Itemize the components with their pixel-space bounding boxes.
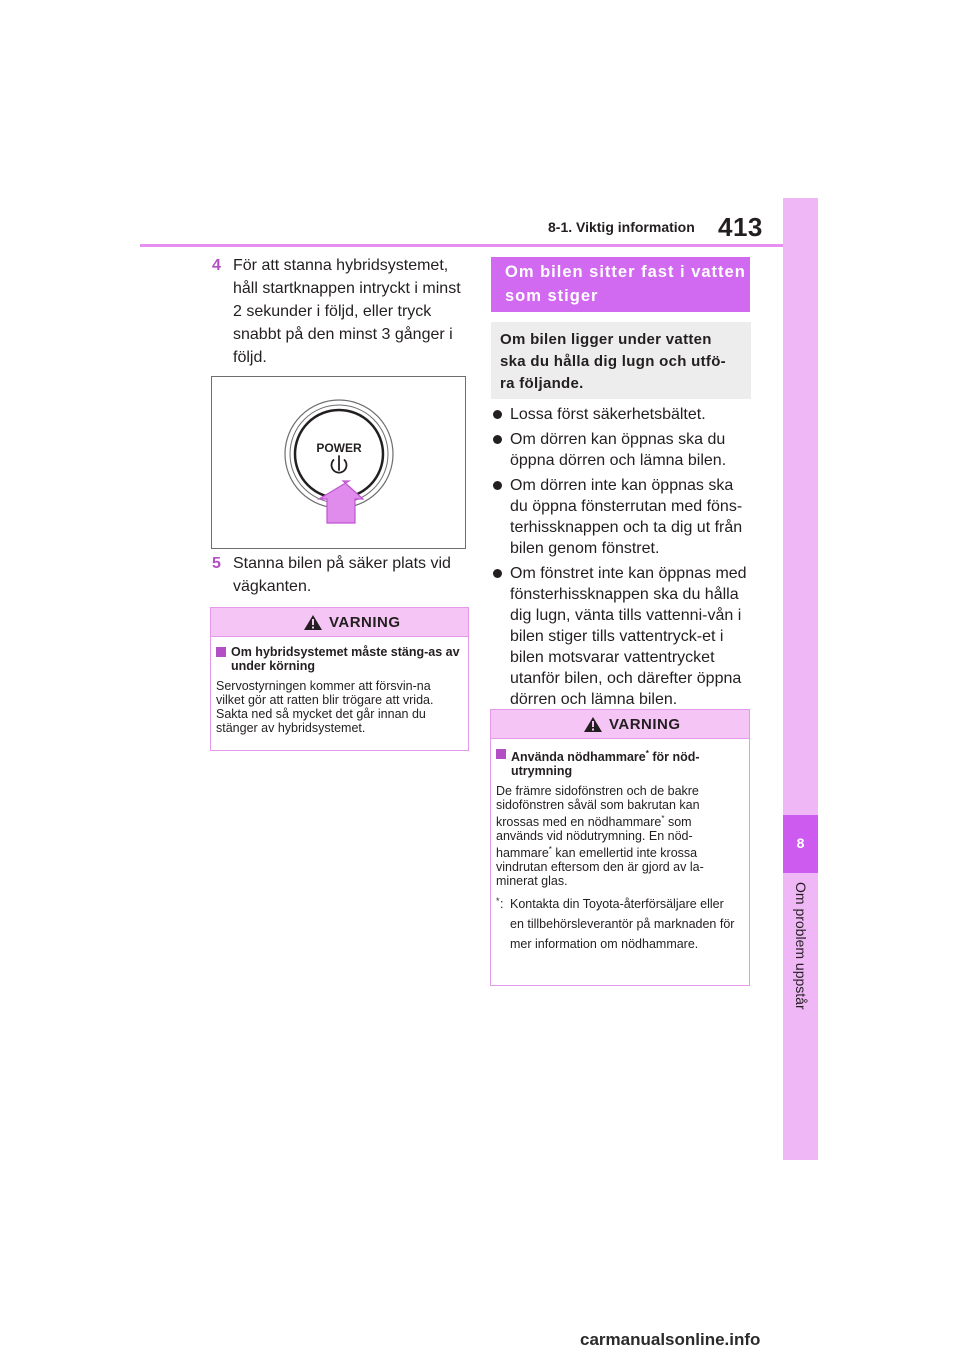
bullet-list	[491, 400, 753, 710]
intro-box: Om bilen ligger under vatten ska du hålla dig lugn och utfö-ra följande.	[491, 322, 751, 399]
list-item: Lossa först säkerhetsbältet.	[491, 404, 753, 425]
list-item: Om dörren kan öppnas ska du öppna dörren och lämna bilen.	[491, 429, 753, 471]
footnote: * : Kontakta din Toyota-återförsäljare eller en tillbehörsleverantör på marknaden för mer information om nödhammare.	[496, 896, 735, 952]
warning-label: VARNING	[609, 716, 681, 733]
power-button-label: POWER	[316, 441, 362, 455]
chapter-number: 8	[796, 835, 805, 851]
warning-header	[211, 608, 468, 637]
warning-triangle-icon	[583, 716, 603, 733]
bullet-dot-icon	[493, 481, 502, 490]
list-item: Om dörren inte kan öppnas ska du öppna fönsterrutan med föns-terhissknappen och ta dig ut från bilen genom fönstret.	[491, 475, 753, 559]
power-button-icon	[212, 377, 465, 548]
watermark: carmanualsonline.info	[580, 1330, 761, 1349]
step-number: 4	[212, 257, 221, 274]
chapter-name: Om problem uppstår	[793, 882, 809, 1010]
section-title: 8-1. Viktig information	[548, 219, 695, 235]
warning-box	[490, 709, 750, 986]
power-button-illustration	[211, 376, 466, 549]
warning-title: Använda nödhammare* för nöd-utrymning	[496, 747, 741, 778]
warning-box	[210, 607, 469, 751]
warning-header	[491, 710, 749, 739]
bullet-square-icon	[216, 647, 226, 657]
bullet-dot-icon	[493, 410, 502, 419]
warning-triangle-icon	[303, 614, 323, 631]
step-number: 5	[212, 555, 221, 572]
step-4	[212, 254, 472, 369]
bullet-square-icon	[496, 749, 506, 759]
step-5	[212, 552, 472, 598]
step-text: För att stanna hybridsystemet, håll startknappen intryckt i minst 2 sekunder i följd, eller tryck snabbt på den minst 3 gånger i följd.	[233, 257, 461, 366]
header-rule	[140, 244, 783, 247]
step-text: Stanna bilen på säker plats vid vägkanten.	[233, 555, 451, 595]
bullet-dot-icon	[493, 569, 502, 578]
warning-title: Om hybridsystemet måste stäng-as av under körning	[216, 645, 462, 673]
list-item: Om fönstret inte kan öppnas med fönsterhissknappen ska du hålla dig lugn, vänta tills vattenni-vån i bilen stiger tills vattentryck-et i bilen motsvarar vattentrycket utanför bilen, och därefter öppna dörren och lämna bilen.	[491, 563, 753, 710]
warning-body: De främre sidofönstren och de bakre sidofönstren såväl som bakrutan kan krossas med en nödhammare* som används vid nödutrymning. En nöd-hammare* kan emellertid inte krossa vindrutan eftersom den är gjord av la-minerat glas.	[496, 784, 704, 889]
bullet-dot-icon	[493, 435, 502, 444]
section-heading: Om bilen sitter fast i vatten som stiger	[491, 257, 750, 312]
warning-label: VARNING	[329, 614, 401, 631]
page-number: 413	[718, 212, 763, 242]
warning-body: Servostyrningen kommer att försvin-na vilket gör att ratten blir trögare att vrida. Sakta ned så mycket det går innan du stänger av hybridsystemet.	[216, 679, 434, 735]
